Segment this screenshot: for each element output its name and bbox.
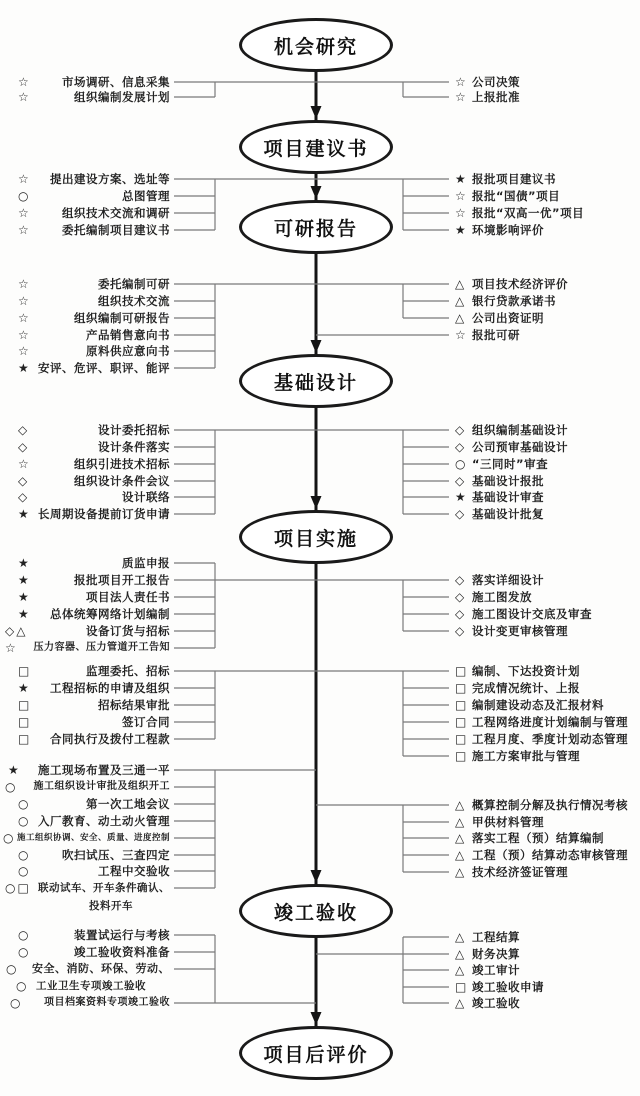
stage-opportunity-study: [239, 18, 393, 72]
feasibility-right-item-1-symbol: △: [455, 294, 467, 308]
construction-left-item-7-label-line2: 投料开车: [89, 900, 133, 912]
acceptance-right-item-0-symbol: △: [455, 930, 467, 944]
implementation-design-right-item-3-label: 设计变更审核管理: [472, 624, 568, 638]
cost-control-right-item-0-symbol: △: [455, 798, 467, 812]
down-arrow-icon: [311, 186, 322, 199]
basic-design-left-item-0-symbol: ◇: [18, 423, 30, 437]
proposal-left-item-2-symbol: ☆: [18, 206, 31, 220]
opportunity-right-item-0-label: 公司决策: [472, 75, 520, 89]
feasibility-left-item-3-symbol: ☆: [18, 328, 31, 342]
acceptance-left-item-0-label: 装置试运行与考核: [74, 928, 170, 942]
acceptance-right-item-3-symbol: □: [455, 980, 469, 994]
feasibility-left-item-2-symbol: ☆: [18, 311, 31, 325]
implementation-design-right-item-0-label: 落实详细设计: [472, 573, 544, 587]
construction-left-item-5-symbol: ○: [18, 848, 31, 862]
stage-label: 竣工验收: [273, 901, 358, 924]
basic-design-right-item-4-label: 基础设计审查: [472, 490, 544, 504]
contracting-left-item-1-symbol: ★: [18, 681, 31, 695]
planning-right-item-3-label: 工程网络进度计划编制与管理: [472, 715, 628, 729]
cost-control-right-item-2-label: 落实工程（预）结算编制: [472, 831, 604, 845]
acceptance-left-item-4-label: 项目档案资料专项竣工验收: [44, 997, 170, 1008]
implementation-prep-left-item-5-symbol: ☆: [5, 641, 18, 655]
construction-left-item-4-symbol: ○: [3, 831, 16, 845]
down-arrow-icon: [311, 870, 322, 883]
proposal-right-item-1-symbol: ☆: [455, 189, 468, 203]
implementation-prep-left-item-4-symbol: ◇△: [5, 624, 28, 638]
stage-basic-design: [239, 354, 393, 408]
implementation-design-right-item-2-symbol: ◇: [455, 607, 467, 621]
proposal-right-item-2-label: 报批“双高一优”项目: [472, 206, 585, 220]
acceptance-left-item-2-symbol: ○: [6, 962, 19, 976]
feasibility-right-item-0-symbol: △: [455, 277, 467, 291]
acceptance-left-item-2-label: 安全、消防、环保、劳动、: [32, 962, 170, 975]
contracting-left-item-1-label: 工程招标的申请及组织: [50, 681, 170, 695]
feasibility-right-item-1-label: 银行贷款承诺书: [472, 294, 556, 308]
basic-design-right-item-3-symbol: ◇: [455, 474, 467, 488]
planning-right-item-4-label: 工程月度、季度计划动态管理: [472, 732, 628, 746]
construction-left-item-6-label: 工程中交验收: [98, 864, 170, 878]
construction-left-item-2-label: 第一次工地会议: [86, 797, 170, 811]
construction-left-item-0-symbol: ★: [8, 763, 21, 777]
planning-right-item-0-symbol: □: [455, 664, 469, 678]
proposal-right-item-3-symbol: ★: [455, 223, 468, 237]
stage-completion-acceptance: [239, 884, 393, 938]
feasibility-right-approval-item-0-symbol: ☆: [455, 328, 468, 342]
opportunity-left-item-0-label: 市场调研、信息采集: [62, 75, 170, 89]
opportunity-right-item-0-symbol: ☆: [455, 75, 468, 89]
proposal-right-item-2-symbol: ☆: [455, 206, 468, 220]
stage-post-project-evaluation: [239, 1026, 393, 1080]
basic-design-right-item-0-label: 组织编制基础设计: [472, 423, 568, 437]
feasibility-left-item-0-label: 委托编制可研: [98, 277, 170, 291]
planning-right-item-0-label: 编制、下达投资计划: [472, 664, 580, 678]
implementation-prep-left-item-5-label: 压力容器、压力管道开工告知: [33, 642, 170, 653]
basic-design-right-item-1-label: 公司预审基础设计: [472, 440, 568, 454]
construction-left-item-7-symbol: ○□: [5, 881, 31, 895]
feasibility-right-item-2-label: 公司出资证明: [472, 311, 544, 325]
feasibility-left-item-0-symbol: ☆: [18, 277, 31, 291]
acceptance-left-item-3-symbol: ○: [16, 979, 29, 993]
basic-design-left-item-3-label: 组织设计条件会议: [74, 474, 170, 488]
acceptance-right-item-1-label: 财务决算: [472, 947, 520, 961]
basic-design-left-item-4-symbol: ◇: [18, 490, 30, 504]
feasibility-left-item-4-label: 原料供应意向书: [86, 344, 170, 358]
construction-left-item-6-symbol: ○: [18, 864, 31, 878]
construction-left-item-0-label: 施工现场布置及三通一平: [38, 763, 170, 777]
contracting-left-item-3-label: 签订合同: [122, 715, 170, 729]
acceptance-left-item-0-symbol: ○: [18, 928, 31, 942]
basic-design-left-item-2-symbol: ☆: [18, 457, 31, 471]
feasibility-left-item-3-label: 产品销售意向书: [86, 328, 170, 342]
implementation-prep-left-item-0-symbol: ★: [18, 556, 31, 570]
construction-left-item-5-label: 吹扫试压、三查四定: [62, 848, 170, 862]
construction-left-item-2-symbol: ○: [18, 797, 31, 811]
implementation-prep-left-item-3-label: 总体统筹网络计划编制: [50, 607, 170, 621]
proposal-left-item-1-symbol: ○: [18, 189, 31, 203]
construction-left-item-1-label: 施工组织设计审批及组织开工: [33, 781, 170, 792]
stage-feasibility-report: [239, 200, 393, 254]
feasibility-left-item-4-symbol: ☆: [18, 344, 31, 358]
acceptance-left-item-3-label: 工业卫生专项竣工验收: [36, 980, 146, 992]
acceptance-right-item-4-label: 竣工验收: [472, 996, 520, 1010]
proposal-right-item-3-label: 环境影响评价: [472, 223, 544, 237]
acceptance-right-item-2-symbol: △: [455, 963, 467, 977]
opportunity-right-item-1-symbol: ☆: [455, 90, 468, 104]
basic-design-left-item-5-label: 长周期设备提前订货申请: [38, 507, 170, 521]
basic-design-left-item-1-symbol: ◇: [18, 440, 30, 454]
feasibility-left-item-1-label: 组织技术交流: [98, 294, 170, 308]
stage-label: 项目后评价: [263, 1043, 369, 1066]
proposal-left-item-0-label: 提出建设方案、选址等: [50, 172, 170, 186]
down-arrow-icon: [311, 496, 322, 509]
implementation-prep-left-item-1-symbol: ★: [18, 573, 31, 587]
proposal-left-item-3-symbol: ☆: [18, 223, 31, 237]
implementation-design-right-item-1-label: 施工图发放: [472, 590, 532, 604]
basic-design-right-item-4-symbol: ★: [455, 490, 468, 504]
implementation-design-right-item-0-symbol: ◇: [455, 573, 467, 587]
construction-left-item-4-label: 施工组织协调、安全、质量、进度控制: [16, 833, 170, 843]
basic-design-right-item-5-label: 基础设计批复: [472, 507, 544, 521]
contracting-left-item-4-label: 合同执行及拨付工程款: [50, 732, 170, 746]
proposal-right-item-0-label: 报批项目建议书: [472, 172, 556, 186]
proposal-left-item-3-label: 委托编制项目建议书: [62, 223, 170, 237]
implementation-prep-left-item-1-label: 报批项目开工报告: [74, 573, 170, 587]
opportunity-left-item-0-symbol: ☆: [18, 75, 31, 89]
stage-label: 项目实施: [273, 527, 358, 550]
opportunity-left-item-1-label: 组织编制发展计划: [74, 90, 170, 104]
down-arrow-icon: [311, 106, 322, 119]
planning-right-item-1-label: 完成情况统计、上报: [472, 681, 580, 695]
stage-label: 项目建议书: [263, 137, 369, 160]
proposal-right-item-1-label: 报批“国债”项目: [472, 189, 561, 203]
cost-control-right-item-1-symbol: △: [455, 815, 467, 829]
planning-right-item-3-symbol: □: [455, 715, 469, 729]
basic-design-right-item-0-symbol: ◇: [455, 423, 467, 437]
contracting-left-item-0-label: 监理委托、招标: [86, 664, 170, 678]
cost-control-right-item-3-symbol: △: [455, 848, 467, 862]
planning-right-item-4-symbol: □: [455, 732, 469, 746]
construction-left-item-7-label: 联动试车、开车条件确认、: [38, 882, 170, 894]
planning-right-item-1-symbol: □: [455, 681, 469, 695]
feasibility-right-item-0-label: 项目技术经济评价: [472, 277, 568, 291]
basic-design-left-item-5-symbol: ★: [18, 507, 31, 521]
stage-label: 基础设计: [273, 371, 358, 394]
feasibility-left-item-5-label: 安评、危评、职评、能评: [38, 361, 170, 375]
acceptance-left-item-1-label: 竣工验收资料准备: [74, 945, 170, 959]
stage-label: 可研报告: [273, 217, 358, 240]
acceptance-right-item-2-label: 竣工审计: [472, 963, 520, 977]
feasibility-right-approval-item-0-label: 报批可研: [472, 328, 520, 342]
cost-control-right-item-4-label: 技术经济签证管理: [472, 865, 568, 879]
stage-project-proposal: [239, 120, 393, 174]
proposal-left-item-2-label: 组织技术交流和调研: [62, 206, 170, 220]
opportunity-left-item-1-symbol: ☆: [18, 90, 31, 104]
contracting-left-item-0-symbol: □: [18, 664, 32, 678]
implementation-design-right-item-3-symbol: ◇: [455, 624, 467, 638]
proposal-left-item-0-symbol: ☆: [18, 172, 31, 186]
basic-design-left-item-4-label: 设计联络: [122, 490, 170, 504]
acceptance-left-item-4-symbol: ○: [10, 996, 23, 1010]
basic-design-left-item-3-symbol: ◇: [18, 474, 30, 488]
implementation-prep-left-item-0-label: 质监申报: [122, 556, 170, 570]
planning-right-item-2-label: 编制建设动态及汇报材料: [472, 698, 604, 712]
acceptance-left-item-1-symbol: ○: [18, 945, 31, 959]
cost-control-right-item-4-symbol: △: [455, 865, 467, 879]
cost-control-right-item-2-symbol: △: [455, 831, 467, 845]
stage-label: 机会研究: [273, 35, 358, 58]
construction-left-item-3-symbol: ○: [18, 814, 31, 828]
down-arrow-icon: [311, 1012, 322, 1025]
cost-control-right-item-3-label: 工程（预）结算动态审核管理: [472, 848, 628, 862]
proposal-right-item-0-symbol: ★: [455, 172, 468, 186]
feasibility-left-item-1-symbol: ☆: [18, 294, 31, 308]
implementation-prep-left-item-3-symbol: ★: [18, 607, 31, 621]
acceptance-right-item-4-symbol: △: [455, 996, 467, 1010]
proposal-left-item-1-label: 总图管理: [122, 189, 170, 203]
contracting-left-item-2-symbol: □: [18, 698, 32, 712]
planning-right-item-5-symbol: □: [455, 749, 469, 763]
acceptance-right-item-3-label: 竣工验收申请: [472, 980, 544, 994]
basic-design-right-item-1-symbol: ◇: [455, 440, 467, 454]
implementation-prep-left-item-4-label: 设备订货与招标: [86, 624, 170, 638]
basic-design-right-item-5-symbol: ◇: [455, 507, 467, 521]
planning-right-item-5-label: 施工方案审批与管理: [472, 749, 580, 763]
basic-design-right-item-2-symbol: ○: [455, 457, 468, 471]
feasibility-left-item-5-symbol: ★: [18, 361, 31, 375]
feasibility-left-item-2-label: 组织编制可研报告: [74, 311, 170, 325]
planning-right-item-2-symbol: □: [455, 698, 469, 712]
stage-project-implementation: [239, 510, 393, 564]
opportunity-right-item-1-label: 上报批准: [472, 90, 520, 104]
contracting-left-item-4-symbol: □: [18, 732, 32, 746]
contracting-left-item-2-label: 招标结果审批: [98, 698, 170, 712]
basic-design-right-item-2-label: “三同时”审查: [472, 457, 549, 471]
acceptance-right-item-1-symbol: △: [455, 947, 467, 961]
basic-design-left-item-2-label: 组织引进技术招标: [74, 457, 170, 471]
implementation-prep-left-item-2-symbol: ★: [18, 590, 31, 604]
implementation-design-right-item-1-symbol: ◇: [455, 590, 467, 604]
implementation-design-right-item-2-label: 施工图设计交底及审查: [472, 607, 592, 621]
down-arrow-icon: [311, 340, 322, 353]
basic-design-right-item-3-label: 基础设计报批: [472, 474, 544, 488]
cost-control-right-item-1-label: 甲供材料管理: [472, 815, 544, 829]
basic-design-left-item-1-label: 设计条件落实: [98, 440, 170, 454]
feasibility-right-item-2-symbol: △: [455, 311, 467, 325]
contracting-left-item-3-symbol: □: [18, 715, 32, 729]
construction-left-item-1-symbol: ○: [5, 780, 18, 794]
acceptance-right-item-0-label: 工程结算: [472, 930, 520, 944]
basic-design-left-item-0-label: 设计委托招标: [98, 423, 170, 437]
construction-left-item-3-label: 入厂教育、动土动火管理: [38, 814, 170, 828]
cost-control-right-item-0-label: 概算控制分解及执行情况考核: [472, 798, 628, 812]
implementation-prep-left-item-2-label: 项目法人责任书: [86, 590, 170, 604]
